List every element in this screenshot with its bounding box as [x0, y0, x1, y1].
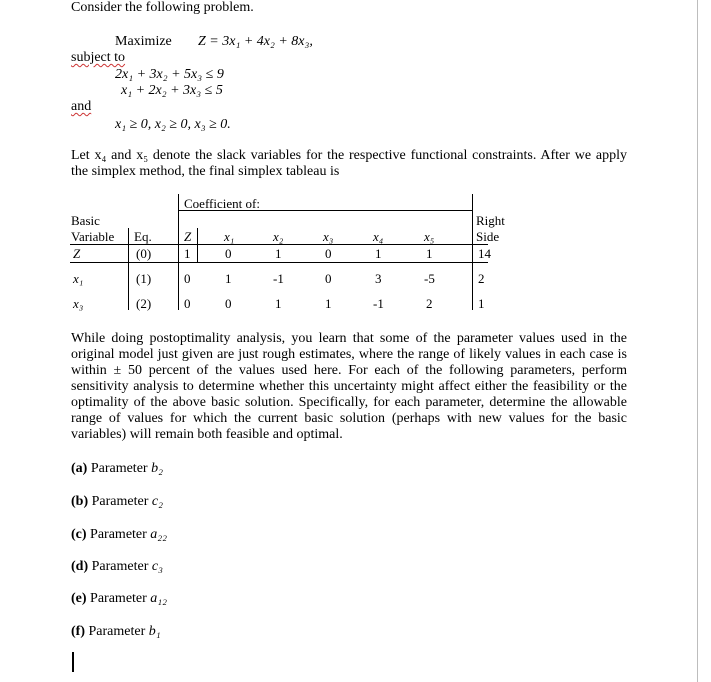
part-b	[71, 494, 163, 510]
constraint-2: x₁ + 2x₂ + 3x₃ ≤ 5	[121, 83, 223, 98]
row0-x3: 0	[325, 246, 332, 261]
header-z: Z	[184, 229, 192, 244]
part-d	[71, 559, 163, 575]
subject-to-label	[71, 50, 125, 66]
postoptimality-paragraph: While doing postoptimality analysis, you learn that some of the parameter values used in the original model just given are just rough estimates, where the range of likely values in each case is within ± 50 percent of the values used here. For each of the following parameters, perform sensitivity analysis to determine whether this uncertainty might affect either the feasibility or the optimality of the above basic solution. Specifically, for each parameter, determine the allowable range of values for which the current basic solution (perhaps with new values for the basic variables) will remain both feasible and optimal.	[71, 331, 627, 442]
part-d-param: c₃	[151, 559, 163, 574]
slack-paragraph: Let x₄ and x₅ denote the slack variables for the respective functional constraints. After we apply the simplex method, the final simplex tableau is	[71, 148, 627, 179]
part-e-param: a₁₂	[150, 591, 168, 606]
part-a-label: (a)	[71, 461, 88, 476]
part-d-label: (d)	[71, 559, 89, 574]
tableau-rhs-rule	[472, 194, 473, 310]
part-f-label: (f)	[71, 624, 85, 639]
part-e-label: (e)	[71, 591, 87, 606]
row0-rhs: 14	[478, 246, 491, 261]
part-b-param: c₂	[151, 494, 163, 509]
part-b-text: Parameter	[91, 494, 149, 509]
intro-text: Consider the following problem.	[71, 0, 254, 15]
row1-rhs: 2	[478, 271, 485, 286]
row2-x4: -1	[373, 296, 384, 311]
header-x1: x₁	[224, 229, 235, 244]
coefficient-header: Coefficient of:	[184, 196, 260, 211]
objective-function: Z = 3x₁ + 4x₂ + 8x₃,	[198, 34, 313, 49]
part-a-text: Parameter	[90, 461, 148, 476]
part-f-param: b₁	[148, 624, 161, 639]
row0-z: 1	[184, 246, 191, 261]
part-c-param: a₂₂	[150, 527, 168, 542]
row0-eq: (0)	[136, 246, 152, 261]
rhs-label-right: Right	[476, 213, 505, 228]
row0-x1: 0	[225, 246, 232, 261]
tableau-eq-rule	[128, 228, 129, 310]
header-x2: x₂	[273, 229, 284, 244]
row0-x5: 1	[426, 246, 433, 261]
row1-eq: (1)	[136, 271, 152, 286]
part-b-label: (b)	[71, 494, 89, 509]
row2-z: 0	[184, 296, 191, 311]
row1-x2: -1	[273, 271, 284, 286]
header-x5: x₅	[424, 229, 435, 244]
text-cursor[interactable]	[72, 652, 74, 672]
row1-x1: 1	[225, 271, 232, 286]
row1-z: 0	[184, 271, 191, 286]
row2-rhs: 1	[478, 296, 485, 311]
and-text: and	[71, 99, 92, 114]
row2-x2: 1	[275, 296, 282, 311]
page-right-edge	[697, 0, 698, 682]
row2-x1: 0	[225, 296, 232, 311]
header-x4: x₄	[373, 229, 384, 244]
row0-basic: Z	[73, 246, 81, 261]
row2-basic: x₃	[73, 296, 84, 311]
constraint-1: 2x₁ + 3x₂ + 5x₃ ≤ 9	[115, 67, 224, 82]
part-c-text: Parameter	[90, 527, 147, 542]
row2-x5: 2	[426, 296, 433, 311]
row1-x5: -5	[424, 271, 435, 286]
row1-x3: 0	[325, 271, 332, 286]
row2-eq: (2)	[136, 296, 152, 311]
subject-to-text: subject to	[71, 50, 126, 65]
variable-label: Variable	[71, 229, 115, 244]
part-e-text: Parameter	[90, 591, 147, 606]
maximize-label: Maximize	[115, 34, 172, 49]
part-f-text: Parameter	[88, 624, 146, 639]
header-x3: x₃	[323, 229, 334, 244]
basic-label: Basic	[71, 213, 100, 228]
and-label	[71, 99, 91, 115]
row0-x2: 1	[275, 246, 282, 261]
part-f	[71, 624, 161, 640]
part-c	[71, 527, 167, 543]
eq-label: Eq.	[134, 229, 152, 244]
tableau-z-rule	[197, 228, 198, 263]
tableau-z-row-rule	[70, 262, 488, 263]
nonnegativity-constraints: x₁ ≥ 0, x₂ ≥ 0, x₃ ≥ 0.	[115, 117, 231, 132]
row1-basic: x₁	[73, 271, 84, 286]
tableau-header-rule	[70, 244, 488, 245]
tableau-left-rule	[178, 194, 179, 310]
part-c-label: (c)	[71, 527, 87, 542]
part-a	[71, 461, 163, 477]
row0-x4: 1	[375, 246, 382, 261]
row2-x3: 1	[325, 296, 332, 311]
rhs-label-side: Side	[476, 229, 500, 244]
part-e	[71, 591, 167, 607]
row1-x4: 3	[375, 271, 382, 286]
part-d-text: Parameter	[91, 559, 149, 574]
part-a-param: b₂	[151, 461, 163, 476]
